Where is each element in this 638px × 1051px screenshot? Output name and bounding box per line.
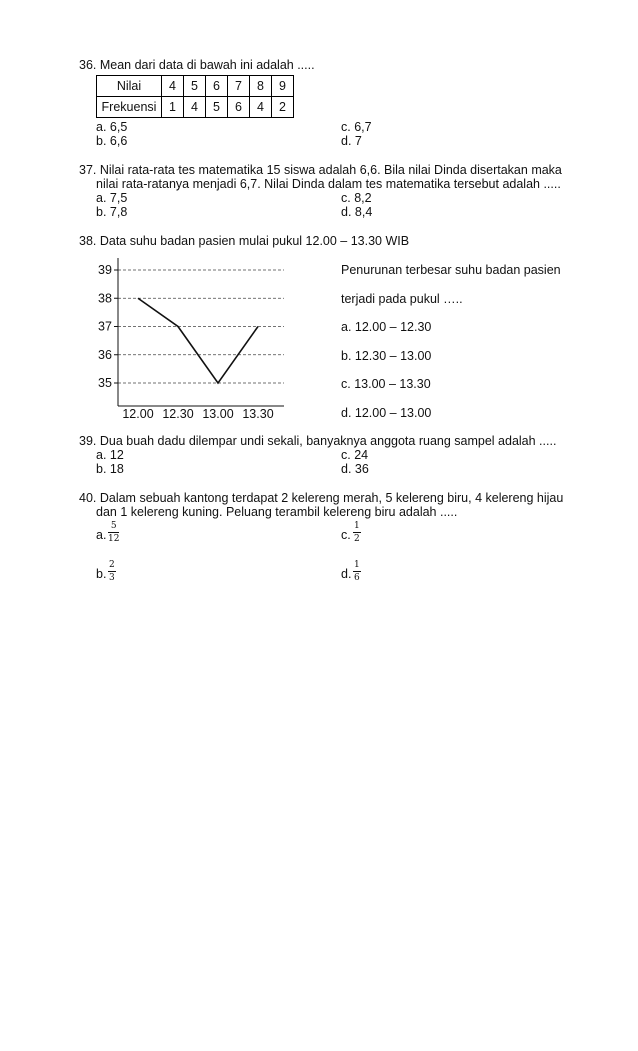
table-header-frekuensi: Frekuensi bbox=[97, 97, 162, 118]
x-tick-label: 12.00 bbox=[122, 407, 154, 421]
table-cell: 2 bbox=[272, 97, 294, 118]
option-label: b. bbox=[96, 567, 107, 581]
y-tick-label: 36 bbox=[98, 347, 112, 362]
q36-stem: 36. Mean dari data di bawah ini adalah ..... bbox=[79, 58, 315, 72]
q36-option-c[interactable]: c. 6,7 bbox=[341, 120, 372, 134]
fraction bbox=[353, 560, 361, 583]
table-cell: 6 bbox=[206, 76, 228, 97]
q37-stem-line1: 37. Nilai rata-rata tes matematika 15 siswa adalah 6,6. Bila nilai Dinda disertakan maka bbox=[79, 163, 562, 177]
denominator: 3 bbox=[109, 573, 115, 583]
table-cell: 4 bbox=[250, 97, 272, 118]
fraction bbox=[353, 521, 361, 544]
x-tick-label: 12.30 bbox=[162, 407, 194, 421]
numerator: 2 bbox=[109, 560, 115, 570]
table-row bbox=[97, 97, 294, 118]
q37-option-d[interactable]: d. 8,4 bbox=[341, 205, 373, 219]
q38-side-line2: terjadi pada pukul ….. bbox=[341, 292, 463, 306]
q38-side-line1: Penurunan terbesar suhu badan pasien bbox=[341, 263, 561, 277]
q40-stem-line1: 40. Dalam sebuah kantong terdapat 2 kelereng merah, 5 kelereng biru, 4 kelereng hijau bbox=[79, 491, 564, 505]
q37-option-a[interactable]: a. 7,5 bbox=[96, 191, 128, 205]
fraction bbox=[108, 560, 116, 583]
table-header-nilai: Nilai bbox=[97, 76, 162, 97]
y-tick-label: 35 bbox=[98, 376, 112, 390]
fraction bbox=[108, 521, 119, 544]
q39-stem: 39. Dua buah dadu dilempar undi sekali, banyaknya anggota ruang sampel adalah ..... bbox=[79, 434, 557, 448]
table-cell: 7 bbox=[228, 76, 250, 97]
table-cell: 6 bbox=[228, 97, 250, 118]
y-tick-label: 39 bbox=[98, 263, 112, 277]
denominator: 6 bbox=[354, 573, 360, 583]
q39-option-c[interactable]: c. 24 bbox=[341, 448, 369, 462]
table-cell: 8 bbox=[250, 76, 272, 97]
q38-option-b[interactable]: b. 12.30 – 13.00 bbox=[341, 349, 432, 363]
denominator: 2 bbox=[354, 534, 360, 544]
q37-option-b[interactable]: b. 7,8 bbox=[96, 205, 128, 219]
q38-option-c[interactable]: c. 13.00 – 13.30 bbox=[341, 377, 431, 391]
table-cell: 5 bbox=[206, 97, 228, 118]
option-label: d. bbox=[341, 567, 352, 581]
q36-option-a[interactable]: a. 6,5 bbox=[96, 120, 128, 134]
table-cell: 4 bbox=[184, 97, 206, 118]
q38-option-d[interactable]: d. 12.00 – 13.00 bbox=[341, 406, 432, 420]
option-label: c. bbox=[341, 528, 351, 542]
numerator: 1 bbox=[354, 560, 360, 570]
temperature-line-chart bbox=[80, 252, 300, 424]
q36-option-d[interactable]: d. 7 bbox=[341, 134, 362, 148]
table-cell: 4 bbox=[162, 76, 184, 97]
table-row bbox=[97, 76, 294, 97]
q39-option-b[interactable]: b. 18 bbox=[96, 462, 124, 476]
table-cell: 1 bbox=[162, 97, 184, 118]
q37-option-c[interactable]: c. 8,2 bbox=[341, 191, 372, 205]
table-cell: 9 bbox=[272, 76, 294, 97]
table-cell: 5 bbox=[184, 76, 206, 97]
q36-option-b[interactable]: b. 6,6 bbox=[96, 134, 128, 148]
q40-stem-line2: dan 1 kelereng kuning. Peluang terambil kelereng biru adalah ..... bbox=[96, 505, 458, 519]
x-tick-label: 13.30 bbox=[242, 407, 274, 421]
frequency-table bbox=[96, 75, 294, 118]
y-tick-label: 37 bbox=[98, 319, 112, 334]
q38-stem: 38. Data suhu badan pasien mulai pukul 12.00 – 13.30 WIB bbox=[79, 234, 410, 248]
numerator: 1 bbox=[354, 521, 360, 531]
denominator: 12 bbox=[108, 534, 120, 544]
numerator: 5 bbox=[108, 521, 119, 533]
option-label: a. bbox=[96, 528, 107, 542]
q37-stem-line2: nilai rata-ratanya menjadi 6,7. Nilai Dinda dalam tes matematika tersebut adalah ..... bbox=[96, 177, 561, 191]
y-tick-label: 38 bbox=[98, 291, 112, 306]
series-line bbox=[138, 298, 258, 383]
q38-option-a[interactable]: a. 12.00 – 12.30 bbox=[341, 320, 432, 334]
q39-option-a[interactable]: a. 12 bbox=[96, 448, 124, 462]
x-tick-label: 13.00 bbox=[202, 407, 234, 421]
q39-option-d[interactable]: d. 36 bbox=[341, 462, 369, 476]
